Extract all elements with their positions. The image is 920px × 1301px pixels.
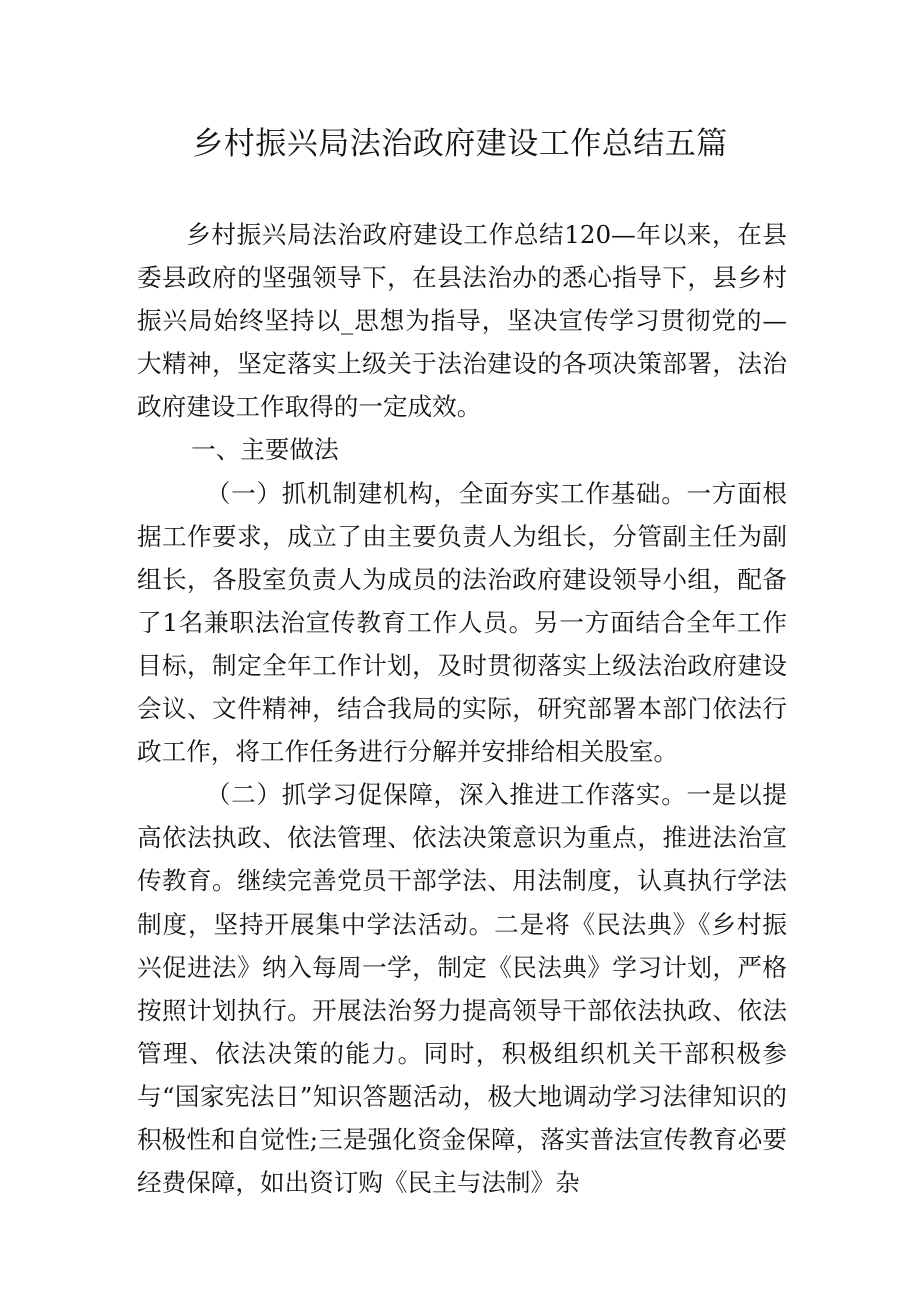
- paragraph-1: （一）抓机制建机构，全面夯实工作基础。一方面根据工作要求，成立了由主要负责人为组长，分管副主任为副组长，各股室负责人为成员的法治政府建设领导小组，配备了1名兼职法治宣传教育工作人员。另一方面结合全年工作目标，制定全年工作计划，及时贯彻落实上级法治政府建设会议、文件精神，结合我局的实际，研究部署本部门依法行政工作，将工作任务进行分解并安排给相关股室。: [137, 478, 787, 767]
- document-body: [137, 213, 787, 1204]
- paragraph-2: （二）抓学习促保障，深入推进工作落实。一是以提高依法执政、依法管理、依法决策意识为重点，推进法治宣传教育。继续完善党员干部学法、用法制度，认真执行学法制度，坚持开展集中学法活动。二是将《民法典》《乡村振兴促进法》纳入每周一学，制定《民法典》学习计划，严格按照计划执行。开展法治努力提高领导干部依法执政、依法管理、依法决策的能力。同时，积极组织机关干部积极参与“国家宪法日”知识答题活动，极大地调动学习法律知识的积极性和自觉性;三是强化资金保障，落实普法宣传教育必要经费保障，如出资订购《民主与法制》杂: [137, 780, 787, 1198]
- document-title: 乡村振兴局法治政府建设工作总结五篇: [192, 126, 728, 162]
- intro-paragraph: 乡村振兴局法治政府建设工作总结120—年以来，在县委县政府的坚强领导下，在县法治办的悉心指导下，县乡村振兴局始终坚持以_思想为指导，坚决宣传学习贯彻党的—大精神，坚定落实上级关于法治建设的各项决策部署，法治政府建设工作取得的一定成效。: [137, 220, 787, 422]
- section-heading: 一、主要做法: [191, 435, 339, 465]
